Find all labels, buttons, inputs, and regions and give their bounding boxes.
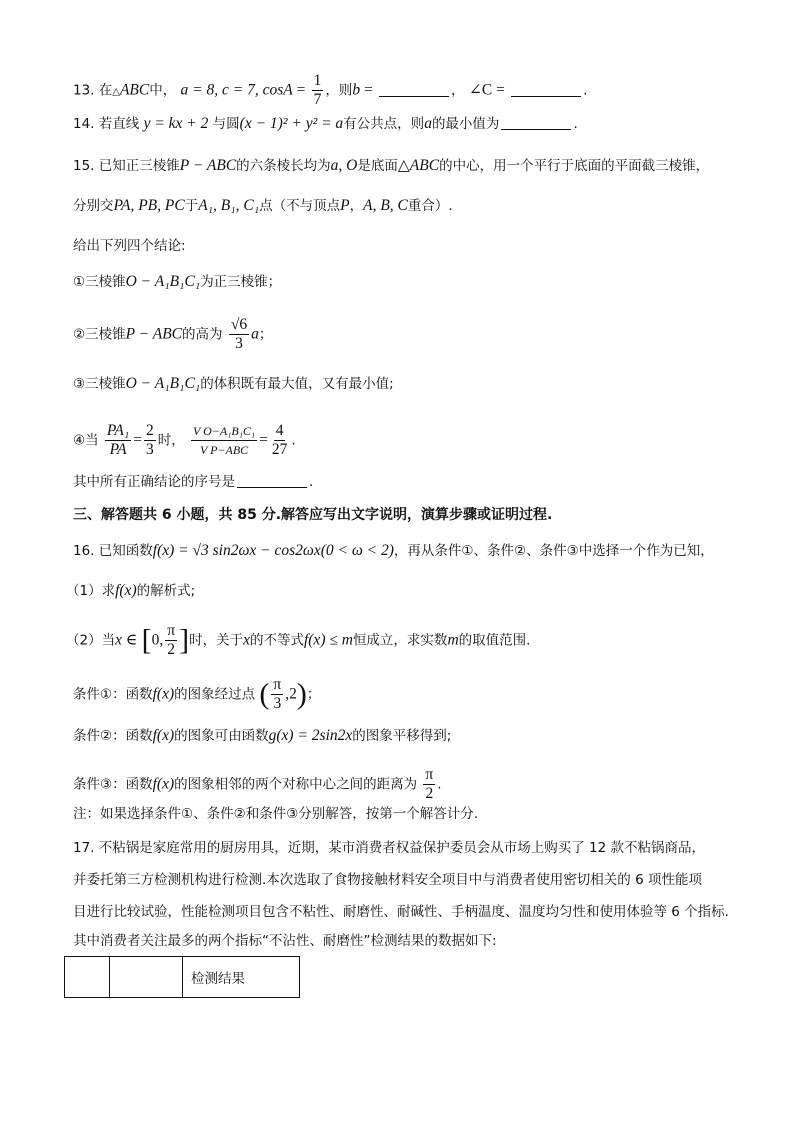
conclusion-3: ③三棱锥O − A₁B₁C₁的体积既有最大值，又有最小值;	[73, 375, 394, 392]
results-table	[64, 956, 300, 998]
question-16-part-2: （2）当x ∈ [0, $\frac{\pi}{2}$ ]时，关于x的不等式f(x) ≤ m恒成立，求实数m的取值范围.	[66, 622, 531, 658]
answer-blank-b[interactable]	[379, 82, 449, 97]
question-16-stem: 16. 已知函数f(x) = √3 sin2ωx − cos2ωx(0 < ω < 2)，再从条件①、条件②、条件③中选择一个作为已知，	[73, 542, 714, 559]
question-17-line-4: 其中消费者关注最多的两个指标“不沾性、耐磨性”检测结果的数据如下:	[73, 933, 497, 949]
answer-blank-conclusions[interactable]	[237, 473, 307, 488]
fraction-pi-over-2-distance: $\frac{\pi}{2}$	[425, 766, 434, 802]
question-14: 14. 若直线 y = kx + 2 与圆(x − 1)² + y² = a有公共点，则a的最小值为 .	[73, 115, 578, 132]
question-17-line-3: 目进行比较试验，性能检测项目包含不粘性、耐磨性、耐碱性、手柄温度、温度均匀性和使用体验等 6 个指标.	[73, 904, 729, 920]
condition-1: 条件①：函数f(x)的图象经过点 ( $\frac{\pi}{3}$ ,2)；	[73, 676, 321, 712]
table-header-results: 检测结果	[183, 957, 300, 998]
question-15-answer: 其中所有正确结论的序号是 .	[73, 474, 314, 490]
answer-blank-angle-c[interactable]	[511, 82, 581, 97]
question-16-part-1: （1）求f(x)的解析式;	[66, 582, 196, 599]
question-17-line-1: 17. 不粘锅是家庭常用的厨房用具，近期，某市消费者权益保护委员会从市场上购买了 12 款不粘锅商品，	[73, 840, 706, 856]
question-13: 13. 在△ABC中， a = 8, c = 7, cosA = $\frac{1}{7}$ ，则b = ， ∠C = .	[73, 72, 588, 108]
answer-blank-a-min[interactable]	[501, 115, 571, 130]
table-cell-empty-2	[110, 957, 183, 998]
fraction-one-seventh: $\frac{1}{7}$	[313, 72, 322, 108]
conclusion-1: ①三棱锥O − A₁B₁C₁为正三棱锥；	[73, 273, 282, 290]
fraction-volume-ratio: $\frac{\text{V O−A₁B₁C₁}}{\text{V P−ABC}}$	[193, 424, 256, 457]
table-row	[65, 957, 300, 998]
conclusion-4: ④当 $\frac{\text{PA₁}}{PA}$ = $\frac{2}{3}$ 时， $\frac{\text{V O−A₁B₁C₁}}{\text{V P−ABC}}$ = $\frac{4}{27}$ .	[73, 422, 296, 458]
fraction-pa1-over-pa: $\frac{\text{PA₁}}{PA}$	[106, 422, 130, 458]
question-16-note: 注：如果选择条件①、条件②和条件③分别解答，按第一个解答计分.	[73, 806, 479, 822]
condition-3: 条件③：函数f(x)的图象相邻的两个对称中心之间的距离为 $\frac{\pi}{2}$ .	[73, 766, 442, 802]
question-15-line-2: 分别交PA, PB, PC于A₁, B₁, C₁点（不与顶点P，A, B, C重合）.	[73, 197, 453, 214]
question-15-intro: 给出下列四个结论:	[73, 238, 186, 254]
question-17-line-2: 并委托第三方检测机构进行检测.本次选取了食物接触材料安全项目中与消费者使用密切相关的 6 项性能项	[73, 872, 702, 888]
question-15-line-1: 15. 已知正三棱锥P − ABC的六条棱长均为a, O是底面△ABC的中心，用一个平行于底面的平面截三棱锥，	[73, 157, 710, 174]
fraction-sqrt6-over-3: $\frac{√6}{3}$	[230, 316, 248, 352]
section-3-heading: 三、解答题共 6 小题，共 85 分.解答应写出文字说明，演算步骤或证明过程.	[73, 507, 553, 523]
fraction-four-27ths: $\frac{4}{27}$	[271, 422, 288, 458]
condition-2: 条件②：函数f(x)的图象可由函数g(x) = 2sin2x的图象平移得到;	[73, 727, 452, 744]
fraction-pi-over-3: $\frac{\pi}{3}$	[273, 676, 282, 712]
table-cell-empty-1	[65, 957, 110, 998]
fraction-pi-over-2: $\frac{\pi}{2}$	[167, 622, 176, 658]
fraction-two-thirds: $\frac{2}{3}$	[145, 422, 154, 458]
conclusion-2: ②三棱锥P − ABC的高为 $\frac{√6}{3}$ a；	[73, 316, 273, 352]
